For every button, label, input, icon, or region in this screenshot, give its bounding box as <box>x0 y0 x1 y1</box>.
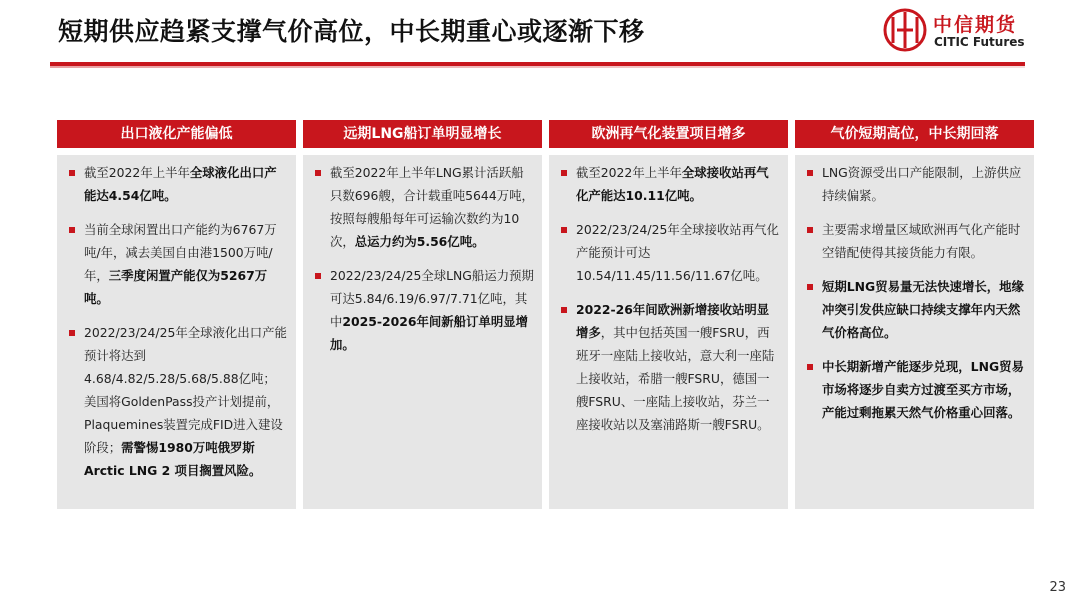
item-bold-text: 全球液化出口产能达4.54亿吨。 <box>84 165 277 203</box>
bullet-item <box>315 161 534 253</box>
square-bullet-icon <box>315 170 321 176</box>
item-bold-text: 需警惕1980万吨俄罗斯Arctic LNG 2 项目搁置风险。 <box>84 440 262 478</box>
column-header: 远期LNG船订单明显增长 <box>303 120 542 148</box>
item-bold-text: 三季度闲置产能仅为5267万吨。 <box>84 268 268 306</box>
item-text: 2022/23/24/25年全球液化出口产能预计将达到4.68/4.82/5.28/5.68/5.88亿吨；美国将GoldenPass投产计划提前，Plaquemines装置完成FID进入建设阶段； <box>84 325 287 455</box>
bullet-item <box>69 321 288 482</box>
item-text: 2022/23/24/25年全球接收站再气化产能预计可达10.54/11.45/11.56/11.67亿吨。 <box>576 222 779 283</box>
column-regasification <box>549 120 788 509</box>
column-body <box>549 155 788 509</box>
page-number: 23 <box>1049 580 1066 595</box>
column-body <box>57 155 296 509</box>
item-bold-text: 总运力约为5.56亿吨。 <box>354 234 485 249</box>
square-bullet-icon <box>807 170 813 176</box>
square-bullet-icon <box>561 307 567 313</box>
item-bold-text: 中长期新增产能逐步兑现，LNG贸易市场将逐步自卖方过渡至买方市场，产能过剩拖累天然气价格重心回落。 <box>822 359 1024 420</box>
title-divider-shadow <box>50 66 1025 68</box>
item-text: 截至2022年上半年 <box>576 165 682 180</box>
item-bold-text: 全球接收站再气化产能达10.11亿吨。 <box>576 165 769 203</box>
item-bold-text: 2022-26年间欧洲新增接收站明显增多 <box>576 302 770 340</box>
page-title: 短期供应趋紧支撑气价高位，中长期重心或逐渐下移 <box>58 17 645 46</box>
bullet-item <box>69 218 288 310</box>
item-bold-text: 短期LNG贸易量无法快速增长，地缘冲突引发供应缺口持续支撑年内天然气价格高位。 <box>822 279 1024 340</box>
bullet-item <box>807 355 1026 424</box>
item-text: 主要需求增量区域欧洲再气化产能时空错配使得其接货能力有限。 <box>822 222 1021 260</box>
bullet-item <box>807 218 1026 264</box>
square-bullet-icon <box>807 364 813 370</box>
item-text: ，其中包括英国一艘FSRU，西班牙一座陆上接收站，意大利一座陆上接收站，希腊一艘FSRU，德国一艘FSRU、一座陆上接收站，芬兰一座接收站以及塞浦路斯一艘FSRU。 <box>576 325 775 432</box>
column-header: 气价短期高位，中长期回落 <box>795 120 1034 148</box>
square-bullet-icon <box>69 330 75 336</box>
square-bullet-icon <box>561 170 567 176</box>
item-text: 当前全球闲置出口产能约为6767万吨/年，减去美国自由港1500万吨/年， <box>84 222 277 283</box>
column-body <box>303 155 542 509</box>
logo-english-name: CITIC Futures <box>934 35 1025 49</box>
column-header: 出口液化产能偏低 <box>57 120 296 148</box>
item-bold-text: 2025-2026年间新船订单明显增加。 <box>330 314 529 352</box>
square-bullet-icon <box>69 227 75 233</box>
item-text: 2022/23/24/25全球LNG船运力预期可达5.84/6.19/6.97/7.71亿吨，其中 <box>330 268 534 329</box>
citic-emblem-icon <box>883 8 927 52</box>
item-text: 截至2022年上半年 <box>84 165 190 180</box>
square-bullet-icon <box>807 227 813 233</box>
logo-chinese-name: 中信期货 <box>933 14 1018 36</box>
square-bullet-icon <box>69 170 75 176</box>
bullet-item <box>561 298 780 436</box>
bullet-item <box>315 264 534 356</box>
item-text: LNG资源受出口产能限制，上游供应持续偏紧。 <box>822 165 1022 203</box>
square-bullet-icon <box>807 284 813 290</box>
bullet-item <box>69 161 288 207</box>
bullet-item <box>561 218 780 287</box>
bullet-item <box>561 161 780 207</box>
column-lng-carriers <box>303 120 542 509</box>
bullet-item <box>807 275 1026 344</box>
citic-futures-logo <box>883 8 1073 52</box>
column-price-outlook <box>795 120 1034 509</box>
column-body <box>795 155 1034 509</box>
square-bullet-icon <box>561 227 567 233</box>
column-header: 欧洲再气化装置项目增多 <box>549 120 788 148</box>
column-export-capacity <box>57 120 296 509</box>
square-bullet-icon <box>315 273 321 279</box>
item-text: 截至2022年上半年LNG累计活跃船只数696艘，合计载重吨5644万吨，按照每艘船每年可运输次数约为10次， <box>330 165 534 249</box>
bullet-item <box>807 161 1026 207</box>
